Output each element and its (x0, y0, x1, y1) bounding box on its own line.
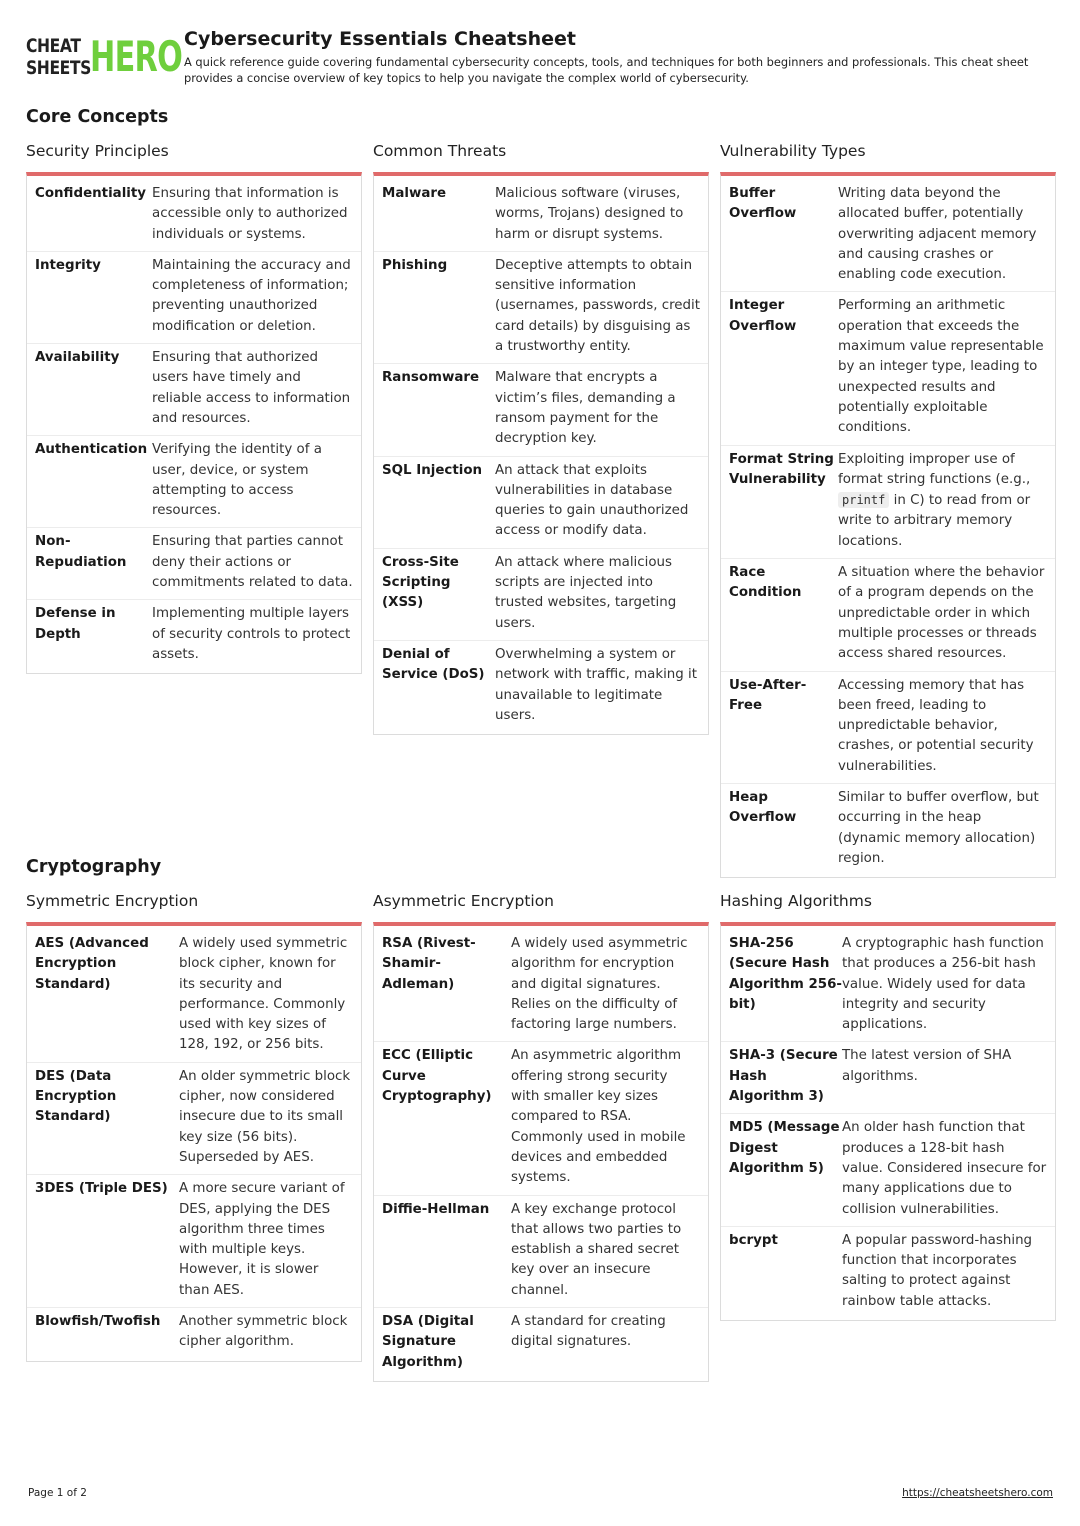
table-row (27, 436, 361, 528)
card-vulnerability-types (720, 172, 1056, 878)
term: ECC (Elliptic Curve Cryptography) (382, 1048, 492, 1105)
description: Malware that encrypts a victim’s files, demanding a ransom payment for the decryption key. (495, 370, 676, 447)
description: A popular password-hashing function that incorporates salting to protect against rainbow table attacks. (842, 1232, 1033, 1309)
page-header (26, 28, 1056, 98)
column-title: Hashing Algorithms (720, 892, 872, 910)
logo-line1: CHEAT (26, 35, 81, 57)
table-row (374, 930, 708, 1042)
description: Maintaining the accuracy and completeness of information; preventing unauthorized modification or deletion. (152, 257, 351, 334)
term: SHA-256 (Secure Hash Algorithm 256-bit) (729, 936, 842, 1012)
description: Accessing memory that has been freed, leading to unpredictable behavior, crashes, or potential security vulnerabilities. (838, 677, 1034, 774)
table-row (374, 1308, 708, 1379)
page-number: Page 1 of 2 (28, 1487, 87, 1499)
page-title: Cybersecurity Essentials Cheatsheet (184, 28, 576, 50)
table-row (374, 1196, 708, 1308)
table-row (374, 549, 708, 641)
description: A more secure variant of DES, applying the DES algorithm three times with multiple keys. However, it is slower than AES. (179, 1181, 345, 1298)
table-row (721, 930, 1055, 1042)
description: Performing an arithmetic operation that exceeds the maximum value representable by an integer type, leading to unexpected results and potentially exploitable conditions. (838, 298, 1044, 436)
term: Authentication (35, 442, 148, 458)
table-row (27, 252, 361, 344)
table-row (374, 457, 708, 549)
term: Denial of Service (DoS) (382, 646, 485, 683)
column-asymmetric-encryption (373, 891, 709, 1382)
table-row (27, 1175, 361, 1308)
term: Blowfish/Twofish (35, 1314, 161, 1330)
description: A standard for creating digital signatures. (511, 1314, 666, 1350)
term: AES (Advanced Encryption Standard) (35, 936, 149, 992)
section-title-cryptography: Cryptography (26, 857, 162, 877)
table-row (721, 559, 1055, 671)
table-row (721, 1042, 1055, 1114)
description: An asymmetric algorithm offering strong security with smaller key sizes compared to RSA. Commonly used in mobile devices and embedded systems. (511, 1048, 686, 1186)
description: An attack where malicious scripts are injected into trusted websites, targeting users. (495, 554, 677, 631)
description: Overwhelming a system or network with traffic, making it unavailable to legitimate users. (495, 646, 698, 723)
term: Buffer Overflow (729, 186, 797, 222)
column-title: Common Threats (373, 142, 507, 160)
table-row (721, 1227, 1055, 1318)
description: Writing data beyond the allocated buffer, potentially overwriting adjacent memory and causing crashes or enabling code execution. (838, 186, 1037, 283)
description (838, 450, 1047, 552)
term: Malware (382, 186, 447, 201)
description-text: in C) to read from or write to arbitrary memory locations. (838, 493, 1031, 549)
cheatsheetshero-logo[interactable] (26, 32, 183, 82)
description: Verifying the identity of a user, device, or system attempting to access resources. (152, 442, 322, 519)
term: Ransomware (382, 370, 480, 386)
description: A widely used asymmetric algorithm for encryption and digital signatures. Relies on the difficulty of factoring large numbers. (511, 936, 688, 1033)
description: An older symmetric block cipher, now considered insecure due to its small key size (56 bits). Superseded by AES. (179, 1068, 351, 1165)
term: Heap Overflow (729, 790, 797, 826)
column-hashing-algorithms (720, 891, 1056, 1321)
inline-code: printf (838, 492, 889, 508)
table-row (721, 446, 1055, 559)
term: RSA (Rivest-Shamir-Adleman) (382, 936, 476, 992)
description: Another symmetric block cipher algorithm. (179, 1314, 348, 1350)
description: A widely used symmetric block cipher, known for its security and performance. Commonly used with key sizes of 128, 192, or 256 bits. (179, 936, 348, 1053)
table-row (374, 641, 708, 732)
table-row (27, 1063, 361, 1175)
description: A situation where the behavior of a program depends on the unpredictable order in which multiple processes or threads access shared resources. (838, 565, 1045, 662)
table-row (27, 1308, 361, 1359)
table-row (721, 180, 1055, 292)
column-common-threats (373, 141, 709, 735)
table-row (27, 180, 361, 252)
table-row (721, 292, 1055, 445)
card-asymmetric-encryption (373, 922, 709, 1382)
column-security-principles (26, 141, 362, 674)
description: Ensuring that information is accessible only to authorized individuals or systems. (152, 186, 348, 242)
footer-url-link[interactable]: https://cheatsheetshero.com (902, 1487, 1053, 1499)
table-row (27, 528, 361, 600)
description: A key exchange protocol that allows two parties to establish a shared secret key over an insecure channel. (511, 1201, 682, 1298)
table-row (27, 344, 361, 436)
term: Phishing (382, 257, 448, 273)
description: Similar to buffer overflow, but occurring in the heap (dynamic memory allocation) region. (838, 790, 1039, 866)
logo-line2: SHEETS (26, 57, 91, 79)
page-subtitle: A quick reference guide covering fundamental cybersecurity concepts, tools, and techniques for both beginners and professionals. This cheat sheet provides a concise overview of key topics to help you navigate the complex world of cybersecurity. (184, 55, 1029, 85)
table-row (374, 180, 708, 252)
table-row (374, 1042, 708, 1195)
description: An attack that exploits vulnerabilities in database queries to gain unauthorized access or modify data. (495, 462, 689, 539)
card-hashing-algorithms (720, 922, 1056, 1321)
term: Integer Overflow (729, 298, 797, 334)
column-title: Vulnerability Types (720, 142, 866, 160)
column-title: Asymmetric Encryption (373, 892, 555, 910)
logo-hero: HERO (90, 32, 183, 81)
description: An older hash function that produces a 128-bit hash value. Considered insecure for many applications due to collision vulnerabilities. (842, 1120, 1047, 1217)
description: Ensuring that authorized users have timely and reliable access to information and resources. (152, 350, 351, 426)
term: SQL Injection (382, 462, 483, 478)
table-row (374, 252, 708, 364)
term: Use-After-Free (729, 677, 807, 713)
table-row (27, 930, 361, 1063)
term: Format String Vulnerability (729, 451, 834, 487)
description: Deceptive attempts to obtain sensitive information (usernames, passwords, credit card details) by disguising as a trustworthy entity. (495, 257, 701, 355)
table-row (721, 672, 1055, 784)
section-title-core-concepts: Core Concepts (26, 107, 169, 127)
term: MD5 (Message Digest Algorithm 5) (729, 1120, 840, 1176)
description: Implementing multiple layers of security controls to protect assets. (152, 606, 351, 662)
description: The latest version of SHA algorithms. (842, 1048, 1012, 1084)
column-symmetric-encryption (26, 891, 362, 1362)
table-row (374, 364, 708, 456)
term: Defense in Depth (35, 606, 116, 642)
table-row (721, 784, 1055, 875)
term: Cross-Site Scripting (XSS) (382, 554, 459, 611)
term: SHA-3 (Secure Hash Algorithm 3) (729, 1048, 838, 1105)
column-vulnerability-types (720, 141, 1056, 878)
term: bcrypt (729, 1232, 778, 1248)
description-text: Exploiting improper use of format string functions (e.g., (838, 451, 1031, 487)
term: DSA (Digital Signature Algorithm) (382, 1314, 474, 1370)
term: Diffie-Hellman (382, 1201, 490, 1217)
table-row (27, 600, 361, 671)
description: Malicious software (viruses, worms, Trojans) designed to harm or disrupt systems. (495, 186, 684, 242)
table-row (721, 1114, 1055, 1226)
term: Confidentiality (35, 186, 147, 201)
card-common-threats (373, 172, 709, 735)
term: Race Condition (729, 565, 802, 601)
term: DES (Data Encryption Standard) (35, 1068, 117, 1125)
card-symmetric-encryption (26, 922, 362, 1362)
term: 3DES (Triple DES) (35, 1181, 168, 1197)
description: A cryptographic hash function that produces a 256-bit hash value. Widely used for data integrity and security applications. (842, 936, 1044, 1033)
column-title: Symmetric Encryption (26, 892, 199, 910)
term: Non-Repudiation (35, 534, 127, 570)
term: Availability (35, 350, 120, 366)
description: Ensuring that parties cannot deny their actions or commitments related to data. (152, 534, 353, 591)
column-title: Security Principles (26, 142, 169, 160)
term: Integrity (35, 257, 101, 273)
card-security-principles (26, 172, 362, 674)
